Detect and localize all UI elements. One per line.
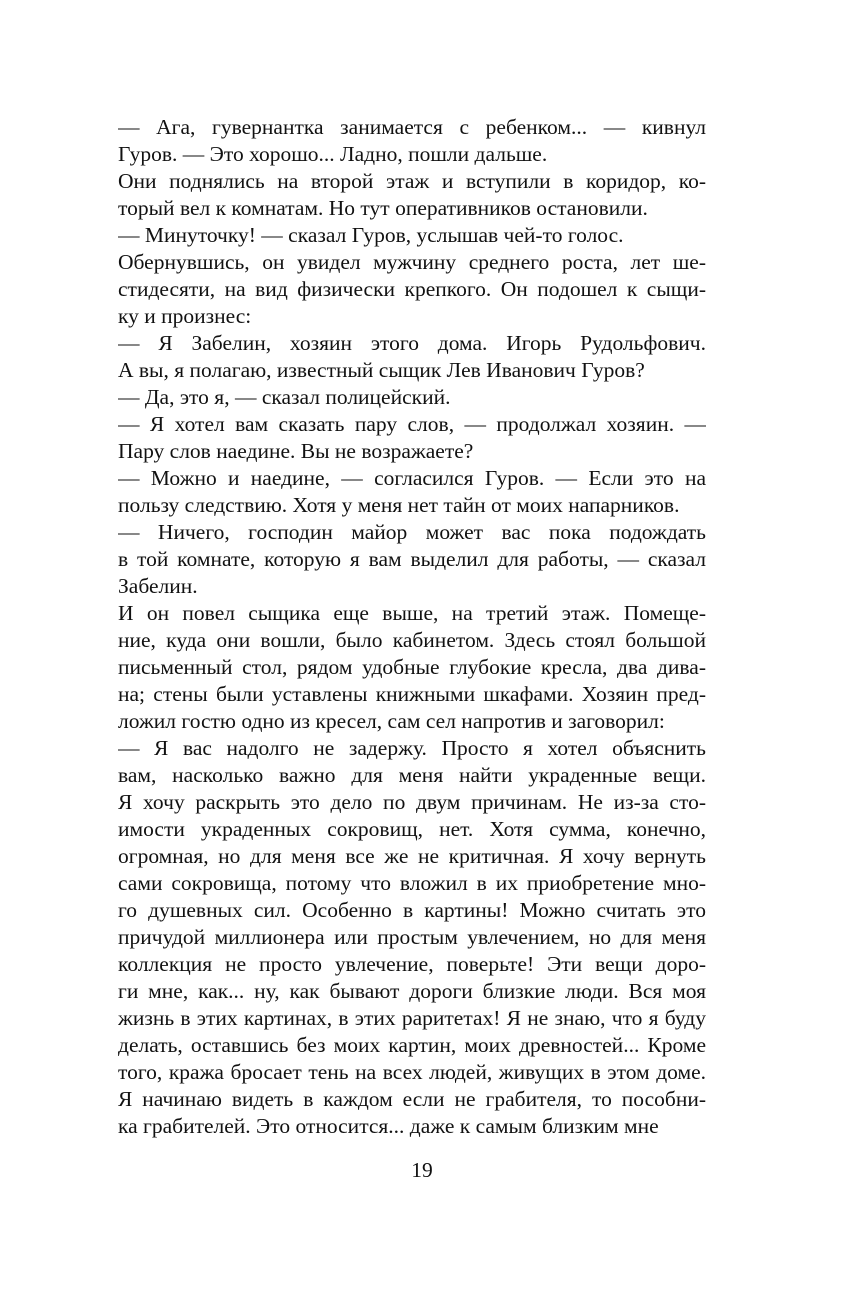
paragraph xyxy=(118,600,706,735)
paragraph xyxy=(118,465,706,519)
text-line: Я хочу раскрыть это дело по двум причинам. Не из-за сто- xyxy=(118,790,706,814)
text-line: письменный стол, рядом удобные глубокие кресла, два дива- xyxy=(118,655,706,679)
text-line: ние, куда они вошли, было кабинетом. Здесь стоял большой xyxy=(118,628,706,652)
text-line: жизнь в этих картинах, в этих раритетах! Я не знаю, что я буду xyxy=(118,1006,706,1030)
text-line: — Я вас надолго не задержу. Просто я хотел объяснить xyxy=(118,736,706,760)
text-line: торый вел к комнатам. Но тут оперативников остановили. xyxy=(118,196,648,220)
text-line: Пару слов наедине. Вы не возражаете? xyxy=(118,439,474,463)
text-line: — Ничего, господин майор может вас пока подождать xyxy=(118,520,706,544)
text-line: Забелин. xyxy=(118,574,198,598)
text-line: коллекция не просто увлечение, поверьте! Эти вещи доро- xyxy=(118,952,706,976)
text-line: огромная, но для меня все же не критичная. Я хочу вернуть xyxy=(118,844,706,868)
text-line: вам, насколько важно для меня найти украденные вещи. xyxy=(118,763,706,787)
text-line: ка грабителей. Это относится... даже к самым близким мне xyxy=(118,1114,659,1138)
page-number: 19 xyxy=(411,1158,433,1182)
text-line: Я начинаю видеть в каждом если не грабителя, то пособни- xyxy=(118,1087,706,1111)
paragraph xyxy=(118,330,706,384)
paragraph xyxy=(118,384,706,411)
page-body-text xyxy=(118,114,706,1140)
paragraph xyxy=(118,735,706,1140)
paragraph xyxy=(118,222,706,249)
text-line: имости украденных сокровищ, нет. Хотя сумма, конечно, xyxy=(118,817,706,841)
text-line: пользу следствию. Хотя у меня нет тайн от моих напарников. xyxy=(118,493,680,517)
text-line: ку и произнес: xyxy=(118,304,252,328)
text-line: И он повел сыщика еще выше, на третий этаж. Помеще- xyxy=(118,601,706,625)
text-line: — Да, это я, — сказал полицейский. xyxy=(118,385,451,409)
text-line: Обернувшись, он увидел мужчину среднего роста, лет ше- xyxy=(118,250,706,274)
text-line: — Можно и наедине, — согласился Гуров. — Если это на xyxy=(118,466,706,490)
text-line: делать, оставшись без моих картин, моих древностей... Кроме xyxy=(118,1033,706,1057)
text-line: на; стены были уставлены книжными шкафами. Хозяин пред- xyxy=(118,682,706,706)
text-line: стидесяти, на вид физически крепкого. Он подошел к сыщи- xyxy=(118,277,706,301)
paragraph xyxy=(118,411,706,465)
text-line: ложил гостю одно из кресел, сам сел напротив и заговорил: xyxy=(118,709,665,733)
paragraph xyxy=(118,519,706,600)
text-line: — Я хотел вам сказать пару слов, — продолжал хозяин. — xyxy=(118,412,706,436)
text-line: — Я Забелин, хозяин этого дома. Игорь Рудольфович. xyxy=(118,331,706,355)
text-line: Они поднялись на второй этаж и вступили в коридор, ко- xyxy=(118,169,706,193)
paragraph xyxy=(118,114,706,168)
text-line: ги мне, как... ну, как бывают дороги близкие люди. Вся моя xyxy=(118,979,706,1003)
text-line: А вы, я полагаю, известный сыщик Лев Иванович Гуров? xyxy=(118,358,645,382)
text-line: в той комнате, которую я вам выделил для работы, — сказал xyxy=(118,547,706,571)
paragraph xyxy=(118,168,706,222)
text-line: того, кража бросает тень на всех людей, живущих в этом доме. xyxy=(118,1060,706,1084)
text-line: — Минуточку! — сказал Гуров, услышав чей-то голос. xyxy=(118,223,624,247)
text-line: — Ага, гувернантка занимается с ребенком... — кивнул xyxy=(118,115,706,139)
text-line: Гуров. — Это хорошо... Ладно, пошли дальше. xyxy=(118,142,548,166)
text-line: причудой миллионера или простым увлечением, но для меня xyxy=(118,925,706,949)
text-line: го душевных сил. Особенно в картины! Можно считать это xyxy=(118,898,706,922)
paragraph xyxy=(118,249,706,330)
text-line: сами сокровища, потому что вложил в их приобретение мно- xyxy=(118,871,706,895)
